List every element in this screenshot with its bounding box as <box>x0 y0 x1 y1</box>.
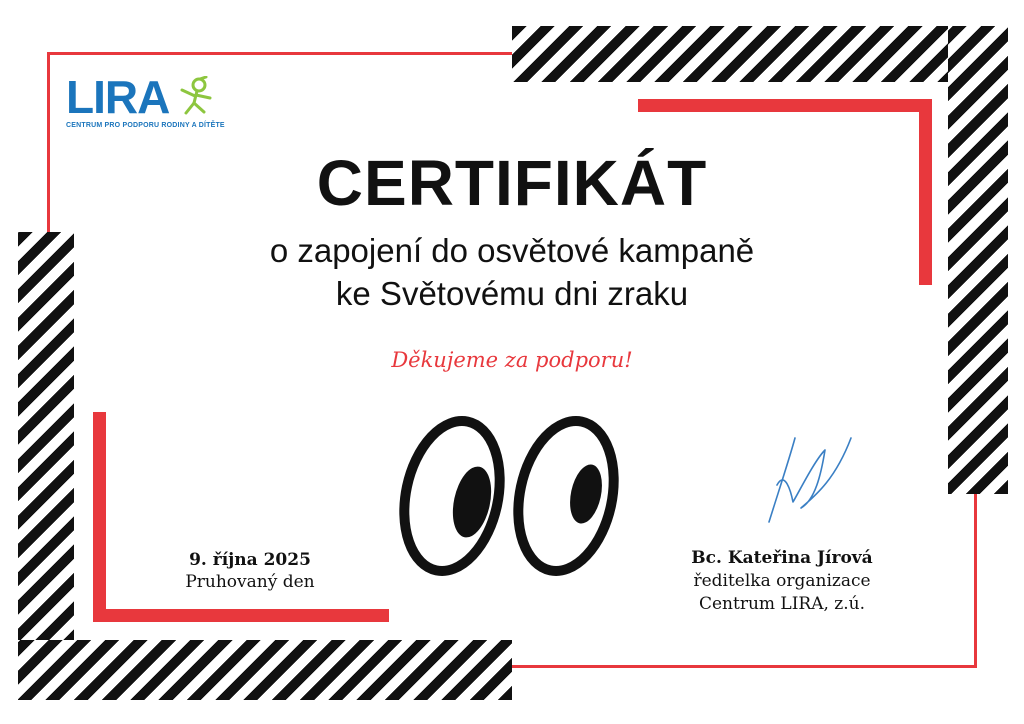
signatory-role: ředitelka organizace <box>693 571 871 591</box>
logo-wordmark: LIRA <box>66 71 170 123</box>
handwritten-signature <box>755 430 865 530</box>
accent-top-bar <box>638 99 932 112</box>
date-value: 9. října 2025 <box>189 550 311 570</box>
left-eye <box>396 412 513 580</box>
certificate-title: CERTIFIKÁT <box>316 147 708 219</box>
certificate-subtitle-line1: o zapojení do osvětové kampaně <box>269 232 755 269</box>
cartoon-eyes <box>396 410 628 580</box>
logo-tagline: CENTRUM PRO PODPORU RODINY A DÍTĚTE <box>66 122 225 129</box>
signatory-organization: Centrum LIRA, z.ú. <box>698 594 866 614</box>
border-bottom-line <box>510 665 977 668</box>
thanks-message: Děkujeme za podporu! <box>391 348 633 372</box>
figure-icon <box>178 76 214 116</box>
right-eye <box>505 412 627 580</box>
accent-bottom-bar <box>93 609 389 622</box>
accent-left-bar <box>93 412 106 622</box>
border-top-line <box>47 52 513 55</box>
border-right-line <box>974 492 977 668</box>
signatory-name: Bc. Kateřina Jírová <box>691 548 873 568</box>
date-label: Pruhovaný den <box>185 572 315 592</box>
certificate-subtitle-line2: ke Světovému dni zraku <box>335 275 689 312</box>
stripe-band-bottom <box>18 640 512 700</box>
stripe-band-top <box>512 26 1008 82</box>
